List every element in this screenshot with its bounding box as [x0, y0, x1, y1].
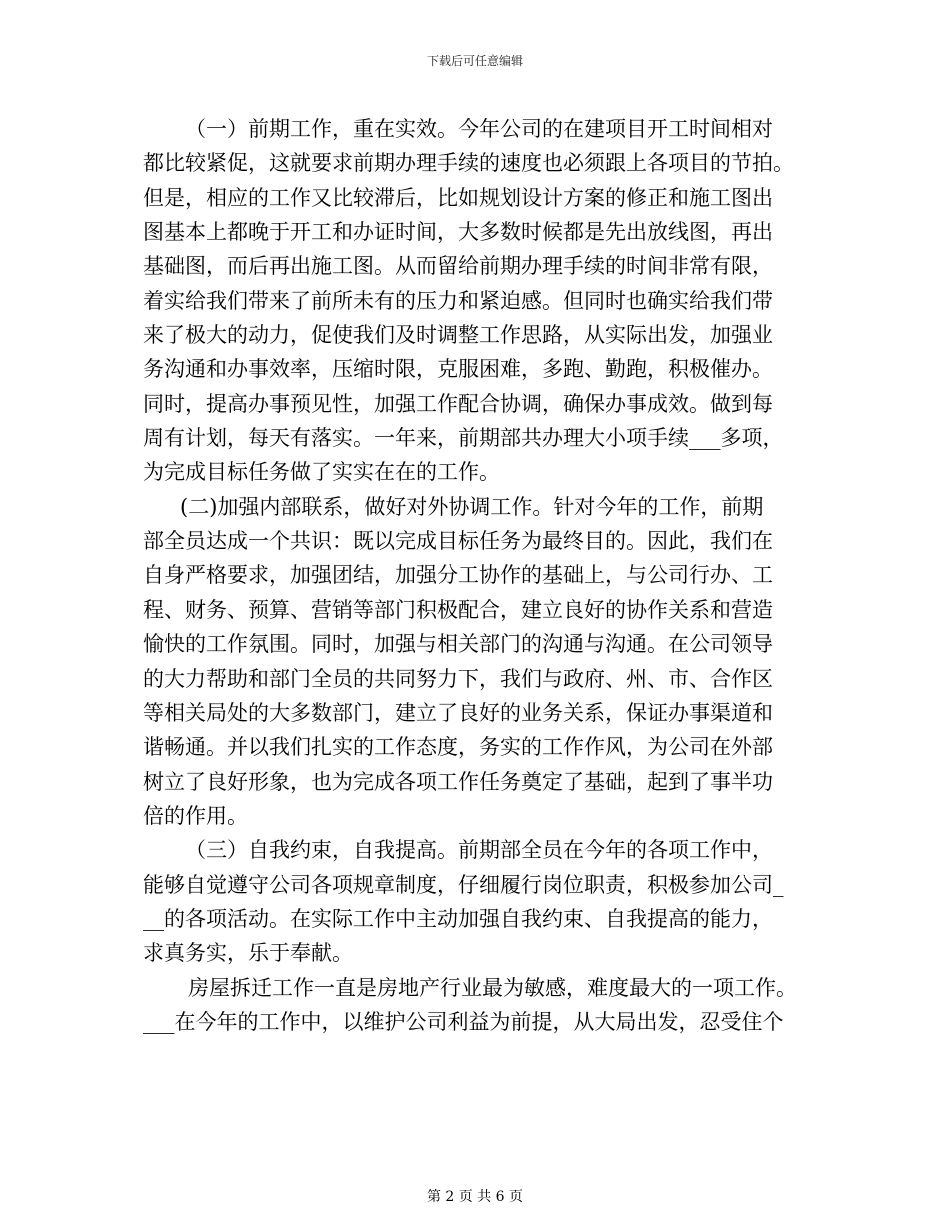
text-line: 房屋拆迁工作一直是房地产行业最为敏感，难度最大的一项工作。: [188, 975, 797, 1000]
text-line: 图基本上都晚于开工和办证时间，大多数时候都是先出放线图，再出: [143, 220, 773, 245]
text-line: 着实给我们带来了前所未有的压力和紧迫感。但同时也确实给我们带: [143, 288, 773, 313]
text-line: 倍的作用。: [143, 803, 248, 828]
text-line: 自身严格要求，加强团结，加强分工协作的基础上，与公司行办、工: [143, 563, 773, 588]
text-line: 但是，相应的工作又比较滞后，比如规划设计方案的修正和施工图出: [143, 185, 773, 210]
text-line: 谐畅通。并以我们扎实的工作态度，务实的工作作风，为公司在外部: [143, 735, 773, 760]
text-line: （一）前期工作，重在实效。今年公司的在建项目开工时间相对: [185, 117, 773, 141]
page-footer: 第 2 页 共 6 页: [426, 1189, 524, 1205]
text-line: 求真务实，乐于奉献。: [143, 941, 353, 966]
text-line: 周有计划，每天有落实。一年来，前期部共办理大小项手续___多项，: [143, 426, 784, 451]
text-line: 同时，提高办事预见性，加强工作配合协调，确保办事成效。做到每: [143, 391, 773, 416]
document-body: [143, 112, 811, 1039]
text-line: 部全员达成一个共识：既以完成目标任务为最终目的。因此，我们在: [143, 529, 773, 554]
text-line: 程、财务、预算、营销等部门积极配合，建立良好的协作关系和营造: [143, 597, 773, 622]
text-line: 的大力帮助和部门全员的共同努力下，我们与政府、州、市、合作区: [143, 666, 773, 691]
text-line: 都比较紧促，这就要求前期办理手续的速度也必须跟上各项目的节拍。: [143, 151, 794, 176]
page-header: 下载后可任意编辑: [426, 54, 523, 68]
text-line: 愉快的工作氛围。同时，加强与相关部门的沟通与沟通。在公司领导: [143, 632, 773, 657]
text-line: 能够自觉遵守公司各项规章制度，仔细履行岗位职责，积极参加公司_: [143, 872, 784, 897]
text-line: 等相关局处的大多数部门，建立了良好的业务关系，保证办事渠道和: [143, 700, 773, 725]
text-line: 来了极大的动力，促使我们及时调整工作思路，从实际出发，加强业: [143, 323, 773, 348]
text-line: 务沟通和办事效率，压缩时限，克服困难，多跑、勤跑，积极催办。: [143, 357, 773, 382]
text-line: 树立了良好形象，也为完成各项工作任务奠定了基础，起到了事半功: [143, 769, 773, 794]
text-line: __的各项活动。在实际工作中主动加强自我约束、自我提高的能力，: [143, 906, 773, 931]
text-line: 基础图，而后再出施工图。从而留给前期办理手续的时间非常有限，: [143, 254, 773, 279]
text-line: （三）自我约束，自我提高。前期部全员在今年的各项工作中，: [185, 838, 773, 863]
text-line: 为完成目标任务做了实实在在的工作。: [143, 460, 500, 485]
text-line: (二)加强内部联系，做好对外协调工作。针对今年的工作，前期: [180, 494, 764, 519]
text-line: ___在今年的工作中，以维护公司利益为前提，从大局出发，忍受住个: [143, 1009, 784, 1034]
